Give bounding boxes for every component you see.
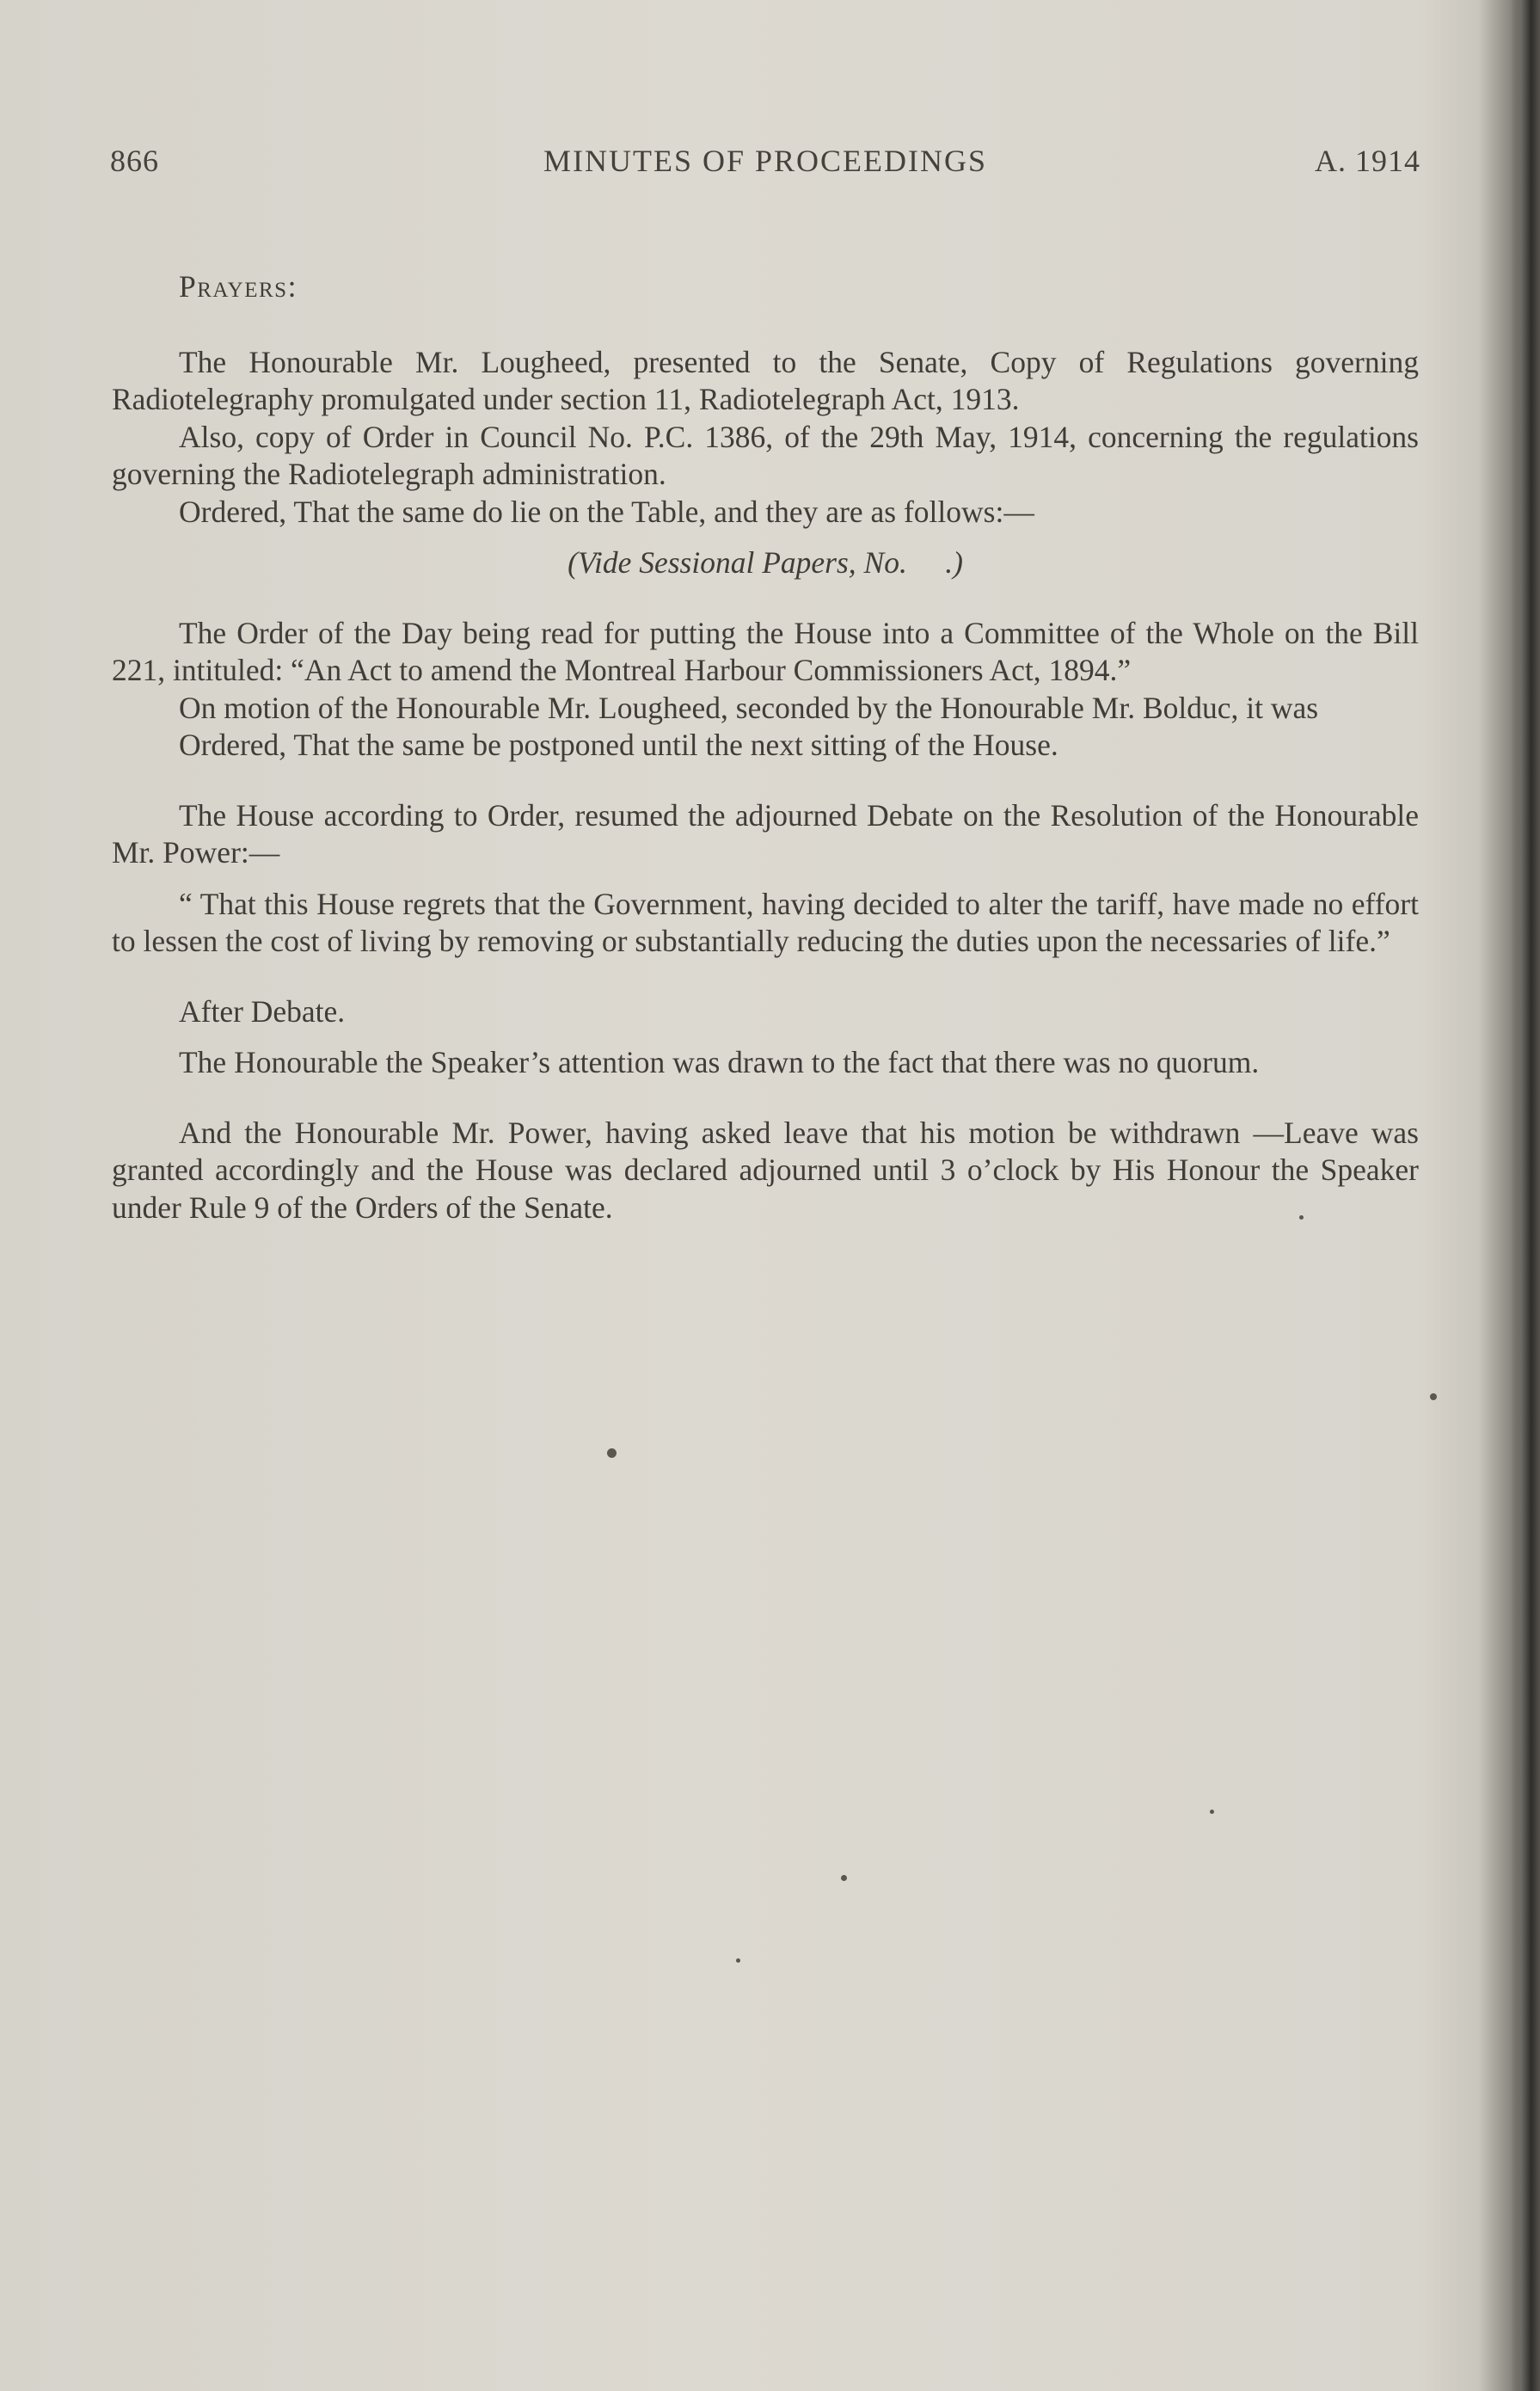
paper-speck	[736, 1958, 740, 1963]
vide-sessional-papers: (Vide Sessional Papers, No. .)	[568, 545, 963, 580]
paper-speck	[1299, 1215, 1304, 1220]
prayers-heading: Prayers:	[179, 269, 298, 304]
paragraph-no-quorum: The Honourable the Speaker’s attention was drawn to the fact that there was no quorum.	[179, 1045, 1260, 1079]
header-title: MINUTES OF PROCEEDINGS	[543, 144, 988, 178]
paper-speck	[841, 1875, 847, 1881]
paragraph-resumed-debate: The House according to Order, resumed the adjourned Debate on the Resolution of the Honourable Mr. Power:—	[112, 797, 1419, 870]
paragraph-order-of-day: The Order of the Day being read for putting the House into a Committee of the Whole on the Bill 221, intituled: “An Act to amend the Montreal Harbour Commissioners Act, 1894.”	[112, 615, 1419, 687]
paragraph-after-debate: After Debate.	[179, 993, 346, 1029]
paragraph-order-in-council: Also, copy of Order in Council No. P.C. 1386, of the 29th May, 1914, concerning the regulations governing the Radiotelegraph administration.	[112, 419, 1419, 491]
paragraph-ordered-postponed: Ordered, That the same be postponed until the next sitting of the House.	[179, 728, 1058, 762]
header-year: A. 1914	[1315, 144, 1420, 178]
page-number: 866	[110, 144, 159, 178]
page-binding-edge	[1511, 0, 1540, 2391]
paragraph-adjourned: And the Honourable Mr. Power, having asked leave that his motion be withdrawn —Leave was granted accordingly and the House was declared adjourned until 3 o’clock by His Honour the Speaker under Rule 9 of the Orders of the Senate.	[112, 1115, 1419, 1225]
paragraph-regulations: The Honourable Mr. Lougheed, presented to the Senate, Copy of Regulations governing Radiotelegraphy promulgated under section 11, Radiotelegraph Act, 1913.	[112, 344, 1419, 416]
paragraph-motion: On motion of the Honourable Mr. Lougheed, seconded by the Honourable Mr. Bolduc, it was	[179, 690, 1319, 725]
paper-speck	[607, 1448, 617, 1458]
paragraph-ordered-table: Ordered, That the same do lie on the Table, and they are as follows:—	[179, 494, 1034, 529]
resolution-quote: “ That this House regrets that the Government, having decided to alter the tariff, have made no effort to lessen the cost of living by removing or substantially reducing the duties upon the necessaries of life.”	[112, 886, 1419, 958]
minutes-body	[112, 268, 1419, 1226]
paper-speck	[1210, 1810, 1214, 1814]
running-header	[110, 143, 1420, 186]
paper-speck	[1430, 1393, 1437, 1400]
